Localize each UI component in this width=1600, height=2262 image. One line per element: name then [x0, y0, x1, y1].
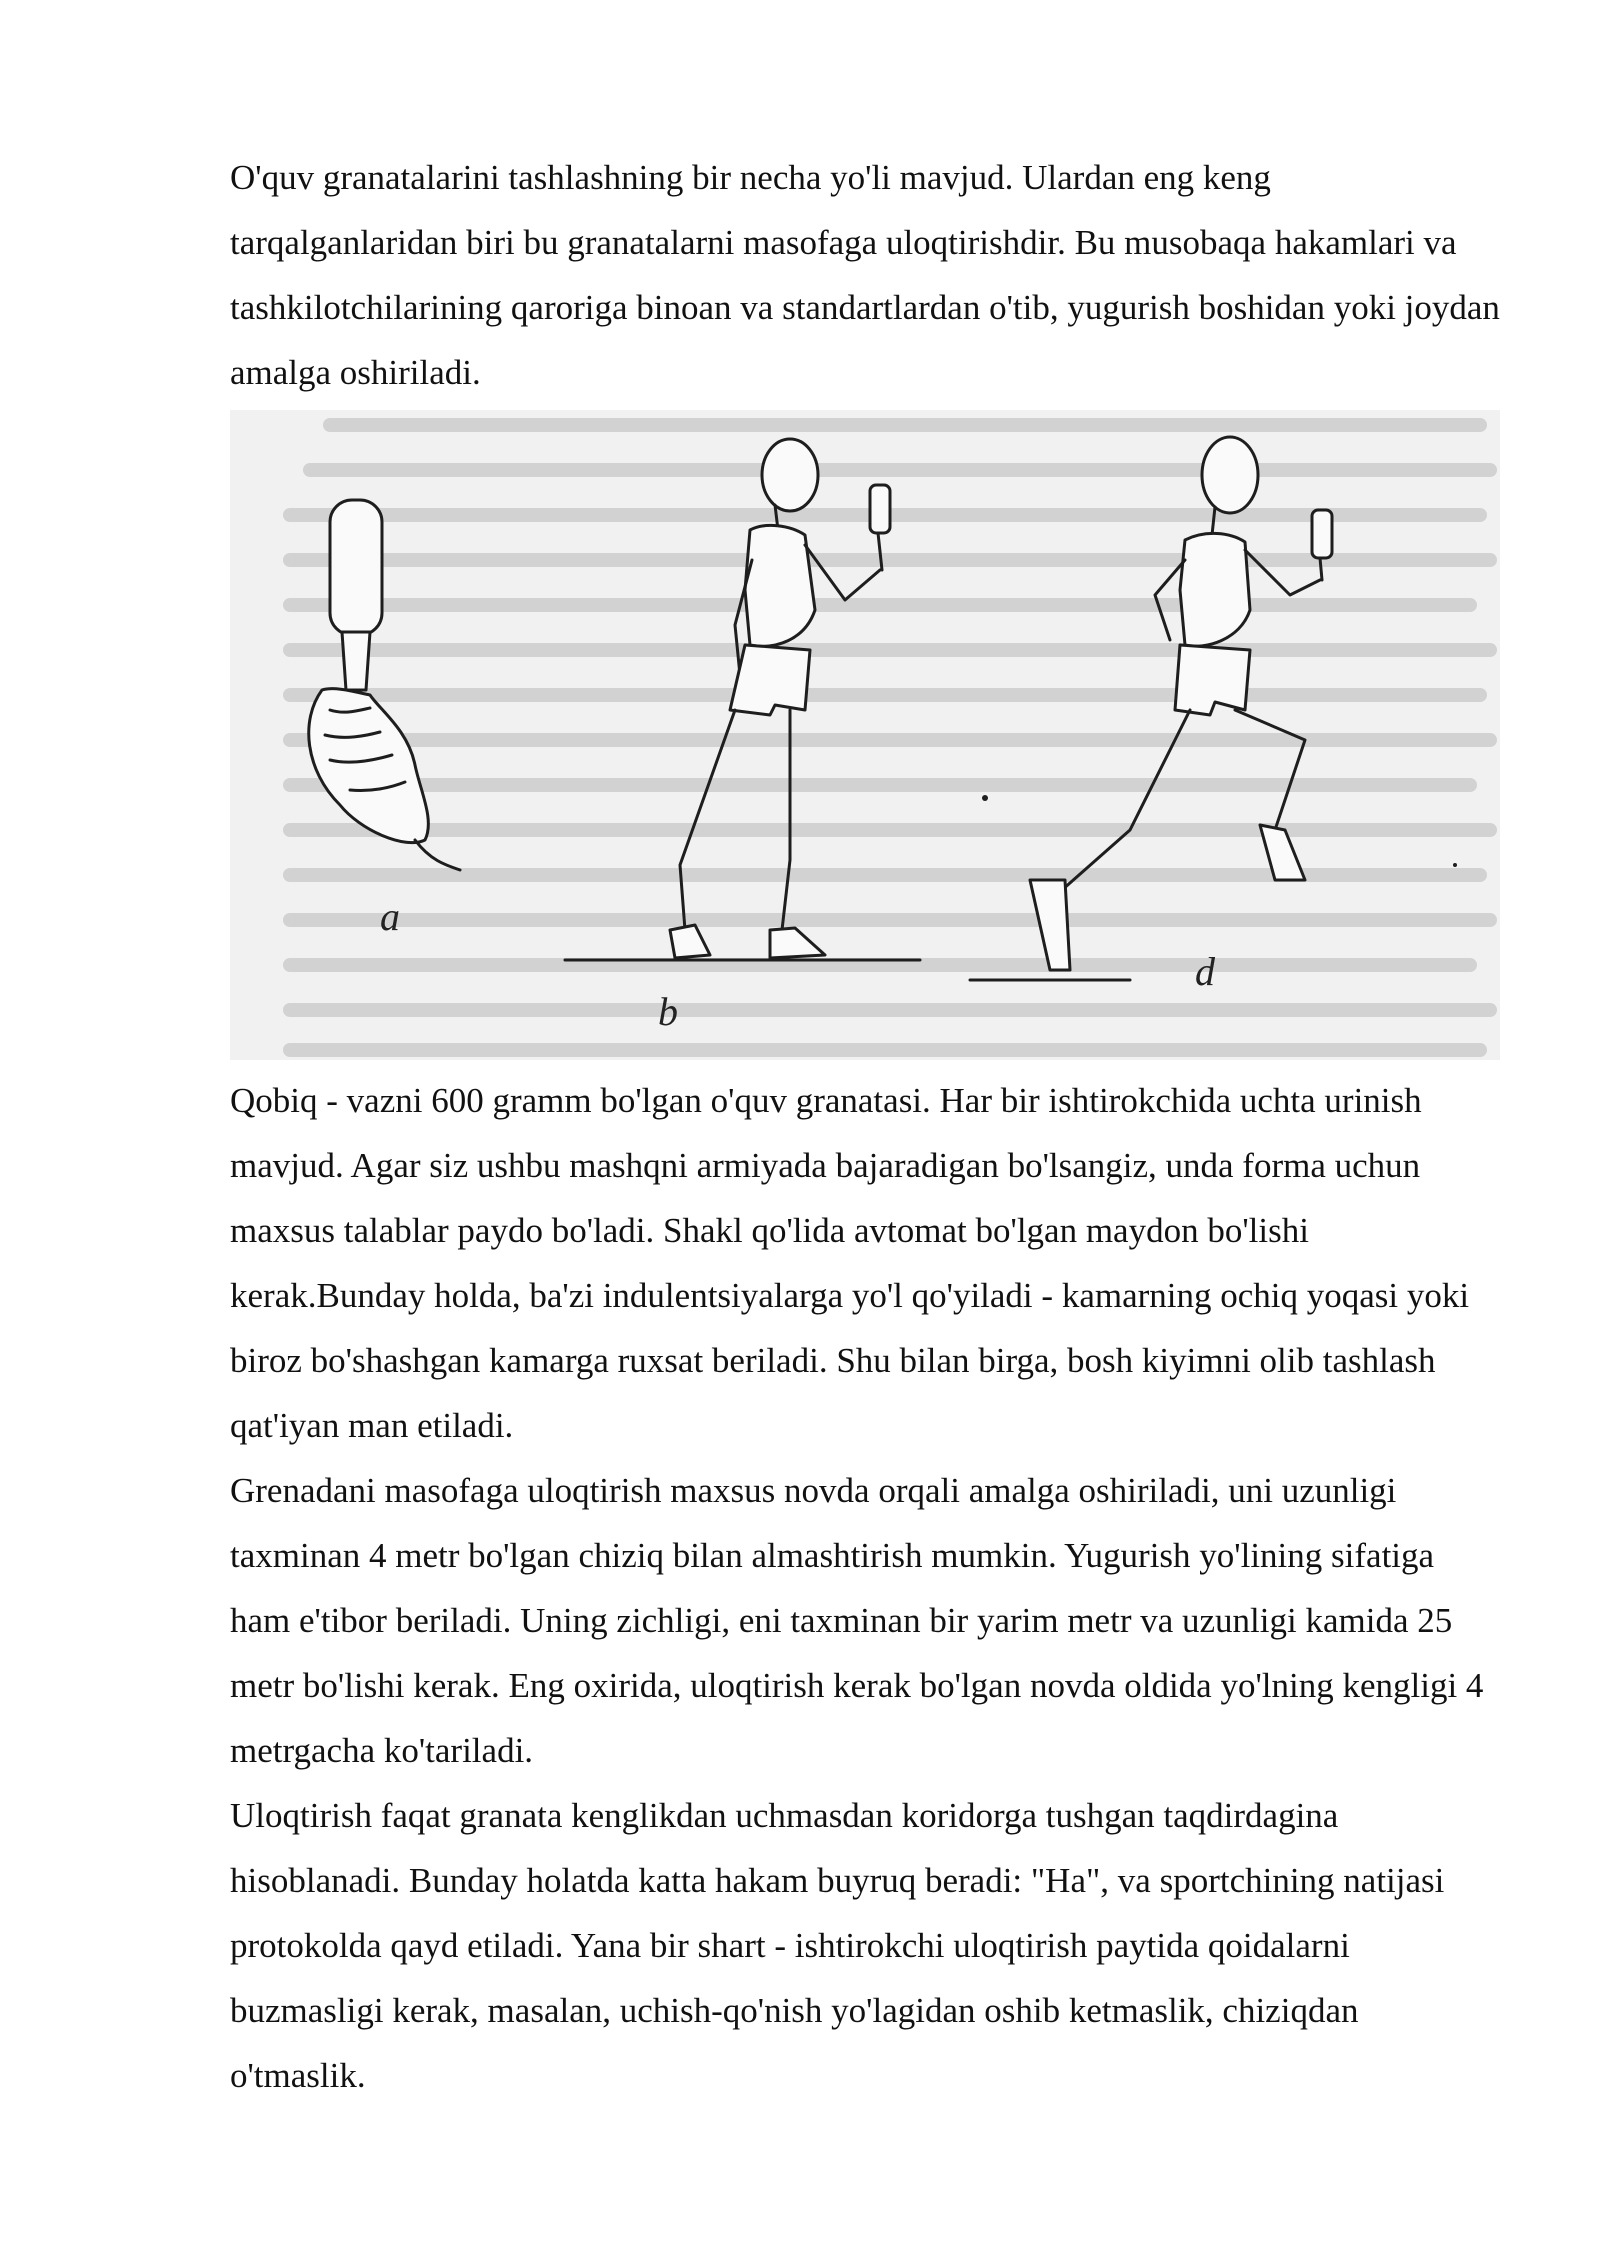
torso: [745, 525, 815, 646]
front-shoe: [770, 928, 825, 958]
shorts: [730, 645, 810, 715]
grenade-throw-illustration: [230, 410, 1500, 1060]
front-leg-d: [1235, 710, 1305, 830]
head: [762, 439, 818, 511]
figure-label-a: a: [380, 894, 400, 939]
hand: [309, 689, 429, 843]
torso-d: [1180, 533, 1250, 646]
grenade-d: [1312, 510, 1332, 558]
illustration-svg: [230, 410, 1500, 1060]
figure-label-d: d: [1195, 949, 1215, 994]
paragraph-grenade-weight: Qobiq - vazni 600 gramm bo'lgan o'quv granatasi. Har bir ishtirokchida uchta urinish mavjud. Agar siz ushbu mashqni armiyada bajaradigan bo'lsangiz, unda forma uchun maxsus talablar paydo bo'ladi. Shakl qo'lida avtomat bo'lgan maydon bo'lishi kerak.Bunday holda, ba'zi indulentsiyalarga yo'l qo'yiladi - kamarning ochiq yoqasi yoki biroz bo'shashgan kamarga ruxsat beriladi. Shu bilan birga, bosh kiyimni olib tashlash qat'iyan man etiladi.: [230, 1081, 1470, 1445]
paragraph-throw-track: Grenadani masofaga uloqtirish maxsus novda orqali amalga oshiriladi, uni uzunligi taxminan 4 metr bo'lgan chiziq bilan almashtirish mumkin. Yugurish yo'lining sifatiga ham e'tibor beriladi. Uning zichligi, eni taxminan bir yarim metr va uzunligi kamida 25 metr bo'lishi kerak. Eng oxirida, uloqtirish kerak bo'lgan novda oldida yo'lning kengligi 4 metrgacha ko'tariladi.: [230, 1471, 1484, 1770]
figure-label-b: b: [658, 989, 678, 1034]
shorts-d: [1175, 645, 1250, 715]
grenade-handle: [342, 632, 370, 690]
paragraph-scoring-rules: Uloqtirish faqat granata kenglikdan uchmasdan koridorga tushgan taqdirdagina hisoblanadi. Bunday holatda katta hakam buyruq beradi: "Ha", va sportchining natijasi protokolda qayd etiladi. Yana bir shart - ishtirokchi uloqtirish paytida qoidalarni buzmasligi kerak, masalan, uchish-qo'nish yo'lagidan oshib ketmaslik, chiziqdan o'tmaslik.: [230, 1796, 1445, 2095]
head-d: [1202, 437, 1258, 513]
grenade-b: [870, 485, 890, 533]
back-shoe: [670, 925, 710, 958]
paragraph-intro: O'quv granatalarini tashlashning bir necha yo'li mavjud. Ulardan eng keng tarqalganlaridan biri bu granatalarni masofaga uloqtirishdir. Bu musobaqa hakamlari va tashkilotchilarining qaroriga binoan va standartlardan o'tib, yugurish boshidan yoki joydan amalga oshiriladi.: [230, 158, 1500, 392]
grenade-head: [330, 500, 382, 635]
